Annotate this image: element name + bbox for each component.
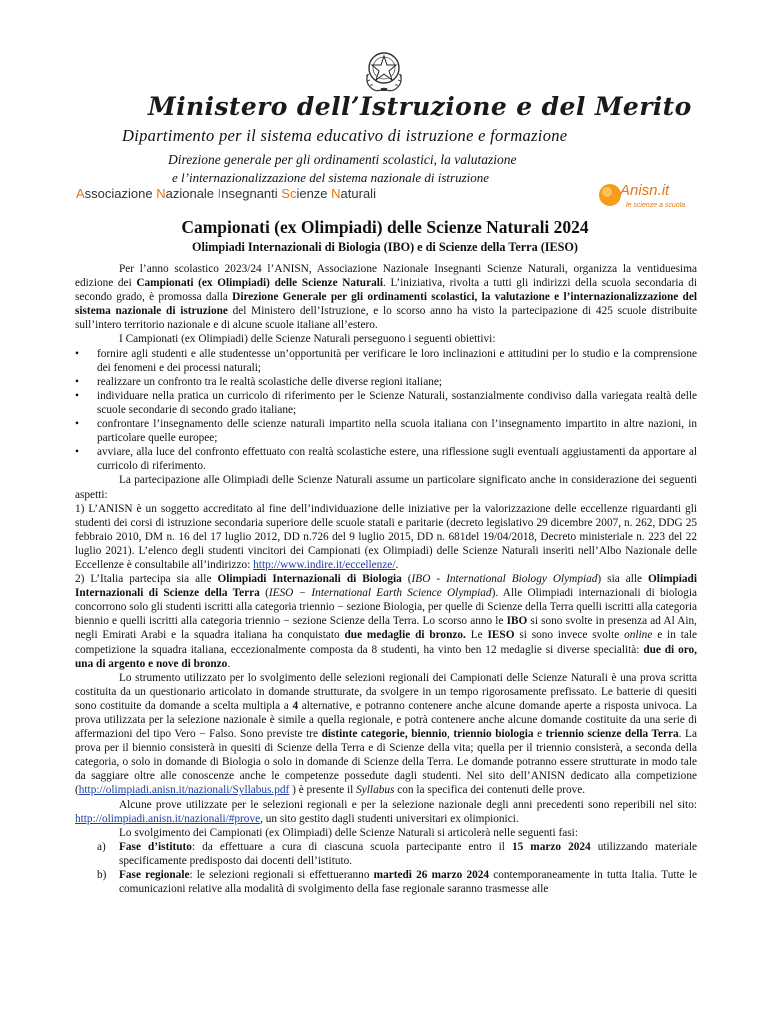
bullet-icon: •	[75, 389, 79, 402]
directorate-line-2: e l’internazionalizzazione del sistema nazionale di istruzione	[172, 170, 490, 185]
bullet-icon: •	[75, 418, 79, 431]
paragraph-participation: La partecipazione alle Olimpiadi delle Scienze Naturali assume un particolare significato anche in considerazione dei seguenti aspetti:	[75, 474, 697, 501]
logo-text: Anisn.it	[620, 182, 670, 199]
association-name: Associazione Nazionale Insegnanti Scienze Naturali	[76, 186, 376, 201]
department-name: Dipartimento per il sistema educativo di istruzione e formazione	[122, 126, 568, 145]
document-body	[75, 262, 697, 896]
list-item: • fornire agli studenti e alle studentesse un’opportunità per verificare le loro inclinazioni e attitudini per lo studio e la comprensione dei fenomeni e dei processi naturali;	[75, 347, 697, 374]
list-item: b) Fase regionale: le selezioni regionali si effettueranno martedì 26 marzo 2024 contemporaneamente in tutta Italia. Tutte le comunicazioni relative alla modalità di svolgimento della fase regionale saranno trasmesse alle	[97, 869, 697, 896]
paragraph-point-1: 1) L’ANISN è un soggetto accreditato al fine dell’individuazione delle iniziative per la valorizzazione delle eccellenze riguardanti gli studenti dei corsi di istruzione secondaria superiore delle scuole statali e paritarie (decreto legislativo 29 dicembre 2007, n. 262, DDG 25 febbraio 2010, DM n. 16 del 17 luglio 2012, DD n.726 del 9 luglio 2015, DD n. 681del 19/04/2018, Decreto ministeriale n. 223 del 22 luglio 2021). L’elenco degli studenti vincitori dei Campionati (ex Olimpiadi) delle Scienze Naturali inseriti nell’Albo Nazionale delle Eccellenze è consultabile all’indirizzo: http://www.indire.it/eccellenze/.	[75, 502, 697, 571]
document-title: Campionati (ex Olimpiadi) delle Scienze Naturali 2024	[181, 217, 589, 237]
directorate-line-1: Direzione generale per gli ordinamenti scolastici, la valutazione	[168, 152, 517, 167]
bullet-icon: •	[75, 446, 79, 459]
list-item: • avviare, alla luce del confronto effettuato con realtà scolastiche estere, una riflessione sugli eventuali aggiustamenti da apportare al curricolo di riferimento.	[75, 446, 697, 473]
paragraph-phases: Lo svolgimento dei Campionati (ex Olimpiadi) delle Scienze Naturali si articolerà nelle seguenti fasi:	[119, 826, 578, 839]
bullet-icon: •	[75, 375, 79, 388]
paragraph-selection: Lo strumento utilizzato per lo svolgimento delle selezioni regionali dei Campionati delle Scienze Naturali è una prova scritta costituita da un questionario articolato in domande strutturate, da svolgere in un tempo rigorosamente prefissato. Le batterie di quesiti sono costituite da domande a scelta multipla a 4 alternative, e potranno contenere anche alcune domande aperte a risposta univoca. La prova utilizzata per la selezione nazionale è simile a quella regionale, e potrà contenere anche alcune domande costituite da una serie di affermazioni del tipo Vero − Falso. Sono previste tre distinte categorie, biennio, triennio biologia e triennio scienze della Terra. La prova per il biennio consisterà in quesiti di Scienze della Terra e di Scienze della vita; quella per il triennio consisterà, a seconda della categoria, o solo in domande di Biologia o solo in domande di Scienze della Terra. Le domande potranno essere strutturate in modo tale da saggiare oltre alle conoscenze anche le competenze possedute dagli studenti. Nel sito dell’ANISN dedicato alla competizione (http://olimpiadi.anisn.it/nazionali/Syllabus.pdf ) è presente il Syllabus con la specifica dei contenuti delle prove.	[75, 671, 697, 797]
logo-tagline: le scienze a scuola	[626, 202, 686, 209]
paragraph-past-tests: Alcune prove utilizzate per le selezioni regionali e per la selezione nazionale degli anni precedenti sono reperibili nel sito: http://olimpiadi.anisn.it/nazionali/#prove, un sito gestito dagli studenti universitari ex olimpionici.	[75, 798, 697, 825]
document-subtitle: Olimpiadi Internazionali di Biologia (IBO) e di Scienze della Terra (IESO)	[192, 240, 578, 254]
italian-republic-emblem-icon	[360, 44, 408, 96]
list-item: a) Fase d’istituto: da effettuare a cura di ciascuna scuola partecipante entro il 15 marzo 2024 utilizzando materiale specificamente predisposto dai docenti dell’istituto.	[97, 840, 697, 867]
indire-link[interactable]: http://www.indire.it/eccellenze/	[253, 558, 396, 571]
paragraph-intro: Per l’anno scolastico 2023/24 l’ANISN, Associazione Nazionale Insegnanti Scienze Naturali, organizza la ventiduesima edizione dei Campionati (ex Olimpiadi) delle Scienze Naturali. L’iniziativa, rivolta a tutti gli indirizzi della scuola secondaria di secondo grado, è promossa dalla Direzione Generale per gli ordinamenti scolastici, la valutazione e l’internazionalizzazione del sistema nazionale di istruzione del Ministero dell’Istruzione, e lo scorso anno ha visto la partecipazione di 425 scuole distribuite sull’intero territorio nazionale e di alcune scuole italiane all’estero.	[75, 263, 698, 332]
ministry-name: Ministero dell’Istruzione e del Merito	[148, 92, 692, 121]
paragraph-objectives: I Campionati (ex Olimpiadi) delle Scienze Naturali perseguono i seguenti obiettivi:	[119, 333, 496, 346]
list-item: • individuare nella pratica un curricolo di riferimento per le Scienze Naturali, sostanzialmente condiviso dalla variegata realtà delle scuole secondarie di secondo grado italiane;	[75, 389, 697, 416]
bullet-icon: •	[75, 347, 79, 360]
past-tests-link[interactable]: http://olimpiadi.anisn.it/nazionali/#prove	[75, 812, 261, 825]
list-item: • realizzare un confronto tra le realtà scolastiche delle diverse regioni italiane;	[75, 375, 443, 388]
list-item: • confrontare l’insegnamento delle scienze naturali impartito nella scuola italiana con l’insegnamento impartito in altre nazioni, in particolare quelle europee;	[75, 418, 697, 445]
anisn-logo	[596, 178, 706, 218]
syllabus-link[interactable]: http://olimpiadi.anisn.it/nazionali/Syllabus.pdf	[78, 784, 290, 797]
paragraph-point-2: 2) L’Italia partecipa sia alle Olimpiadi Internazionali di Biologia (IBO - International Biology Olympiad) sia alle Olimpiadi Internazionali di Scienze della Terra (IESO − International Earth Science Olympiad). Alle Olimpiadi internazionali di biologia concorrono solo gli studenti iscritti alla categoria triennio − sezione Biologia, per quelle di Scienze della Terra quelli iscritti alla categoria biennio e quelli iscritti alla categoria triennio − sezione Scienze della Terra. Lo scorso anno le IBO si sono svolte in presenza ad Al Ain, negli Emirati Arabi e la squadra italiana ha conquistato due medaglie di bronzo. Le IESO si sono invece svolte online e in tale competizione la squadra italiana, eccezionalmente composta da 8 studenti, ha vinto ben 12 medaglie si diverse specialità: due di oro, una di argento e nove di bronzo.	[75, 573, 698, 670]
